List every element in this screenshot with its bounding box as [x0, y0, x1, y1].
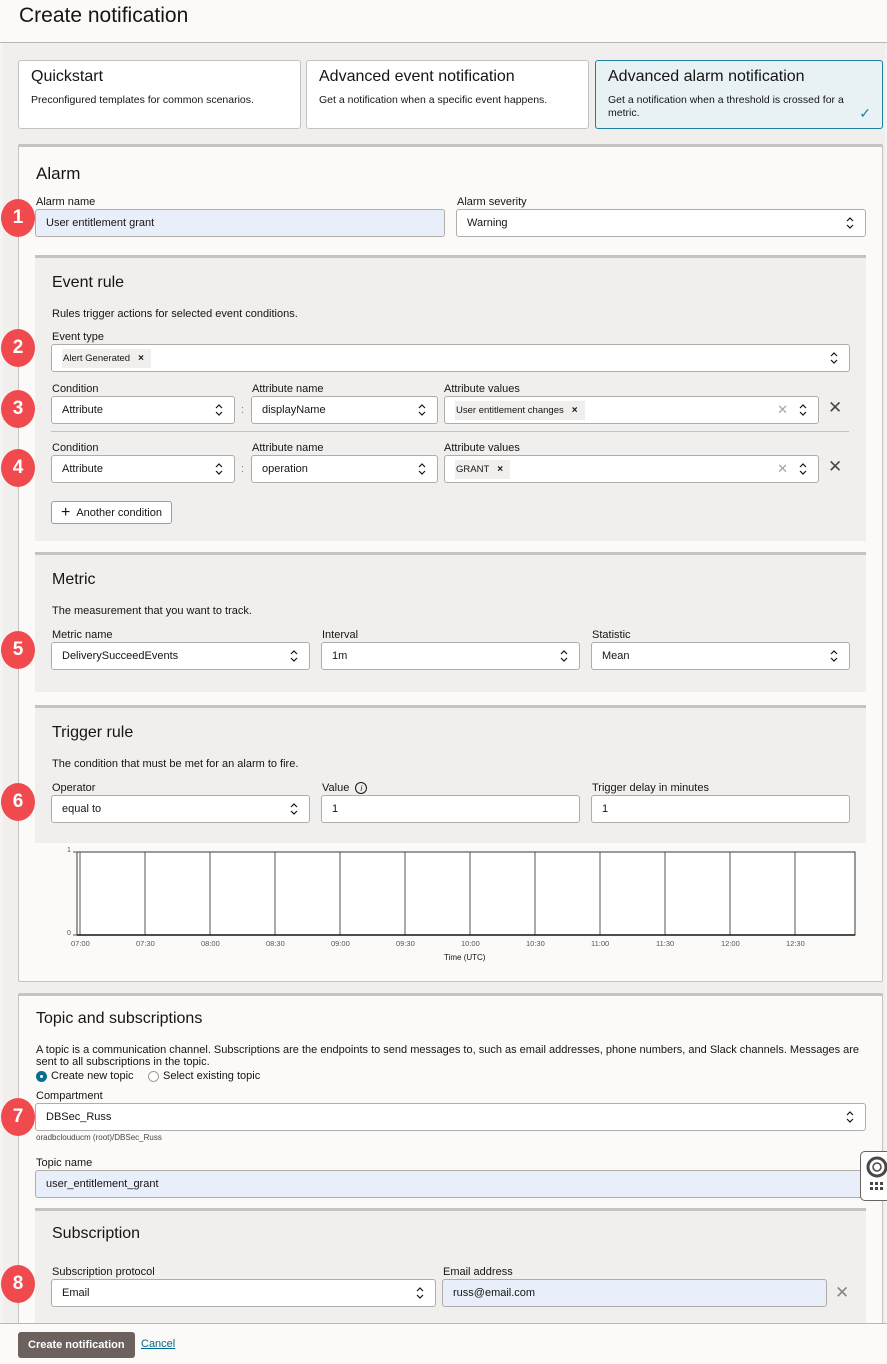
email-input[interactable]: russ@email.com: [442, 1279, 827, 1307]
clear-icon[interactable]: ✕: [777, 461, 788, 476]
chevron-updown-icon: [798, 461, 808, 477]
chevron-updown-icon: [214, 402, 224, 418]
clear-icon[interactable]: ✕: [777, 402, 788, 417]
attribute-name-label: Attribute name: [252, 383, 324, 395]
add-condition-button[interactable]: + Another condition: [51, 501, 172, 524]
attribute-value-chip: GRANT ×: [455, 460, 510, 479]
trigger-help: The condition that must be met for an alarm to fire.: [52, 758, 299, 770]
chevron-updown-icon: [559, 648, 569, 664]
compartment-path: oradbclouducm (root)/DBSec_Russ: [36, 1133, 162, 1142]
metric-name-select[interactable]: DeliverySucceedEvents: [51, 642, 310, 670]
attribute-name-select[interactable]: displayName: [251, 396, 438, 424]
colon-separator: :: [241, 463, 245, 475]
interval-select[interactable]: 1m: [321, 642, 580, 670]
condition-label: Condition: [52, 383, 99, 395]
step-badge-3: 3: [1, 390, 35, 428]
chevron-updown-icon: [289, 801, 299, 817]
email-label: Email address: [443, 1266, 513, 1278]
event-type-chip: Alert Generated ×: [62, 349, 151, 368]
operator-select[interactable]: equal to: [51, 795, 310, 823]
chevron-updown-icon: [829, 648, 839, 664]
step-badge-7: 7: [1, 1098, 35, 1136]
alarm-severity-label: Alarm severity: [457, 196, 527, 208]
alarm-section-title: Alarm: [36, 164, 81, 183]
condition-select[interactable]: Attribute: [51, 396, 235, 424]
attribute-values-label: Attribute values: [444, 383, 520, 395]
topic-name-input[interactable]: user_entitlement_grant: [35, 1170, 866, 1198]
trigger-delay-input[interactable]: 1: [591, 795, 850, 823]
trigger-delay-label: Trigger delay in minutes: [592, 782, 709, 794]
colon-separator: :: [241, 404, 245, 416]
compartment-label: Compartment: [36, 1090, 103, 1102]
chevron-updown-icon: [417, 461, 427, 477]
page-title: Create notification: [19, 4, 189, 27]
interval-label: Interval: [322, 629, 359, 641]
metric-help: The measurement that you want to track.: [52, 605, 252, 617]
chevron-updown-icon: [289, 648, 299, 664]
event-rule-title: Event rule: [52, 274, 125, 291]
subscription-title: Subscription: [52, 1225, 141, 1242]
metric-panel: [35, 552, 866, 692]
checkmark-icon: ✓: [859, 105, 871, 121]
value-label: Value i: [322, 782, 367, 794]
subscription-panel: [35, 1208, 866, 1323]
topic-section-title: Topic and subscriptions: [36, 1010, 203, 1027]
chart-svg: [59, 847, 859, 967]
radio-create-new-topic[interactable]: Create new topic: [36, 1070, 134, 1082]
page-header: [0, 0, 887, 43]
trigger-panel: [35, 705, 866, 843]
event-rule-help: Rules trigger actions for selected event conditions.: [52, 308, 298, 320]
statistic-label: Statistic: [592, 629, 631, 641]
step-badge-6: 6: [1, 783, 35, 821]
metric-title: Metric: [52, 571, 96, 588]
compartment-select[interactable]: DBSec_Russ: [35, 1103, 866, 1131]
attribute-name-select[interactable]: operation: [251, 455, 438, 483]
card-advanced-event[interactable]: [306, 60, 589, 129]
statistic-select[interactable]: Mean: [591, 642, 850, 670]
topic-help: A topic is a communication channel. Subscriptions are the endpoints to send messages to, such as email addresses, phone numbers, and Slack channels. Messages are sent to all subscriptions in the topic.: [36, 1044, 860, 1069]
trigger-title: Trigger rule: [52, 724, 134, 741]
divider: [51, 431, 849, 432]
card-desc: Preconfigured templates for common scenarios.: [31, 94, 254, 106]
remove-condition-icon[interactable]: ✕: [828, 398, 843, 417]
card-quickstart[interactable]: [18, 60, 301, 129]
x-axis-ticks: 07:00 07:30 08:00 08:30 09:00 09:30 10:00 10:30 11:00 11:30 12:00 12:30: [71, 939, 805, 948]
remove-chip-icon[interactable]: ×: [138, 352, 144, 364]
protocol-label: Subscription protocol: [52, 1266, 155, 1278]
card-advanced-alarm[interactable]: [595, 60, 883, 129]
metric-chart: [59, 847, 859, 967]
card-title: Quickstart: [31, 68, 104, 85]
y-tick-1: 1: [67, 847, 71, 854]
step-badge-1: 1: [1, 199, 35, 237]
event-type-label: Event type: [52, 331, 104, 343]
remove-subscription-icon[interactable]: ✕: [835, 1283, 850, 1302]
attribute-values-label: Attribute values: [444, 442, 520, 454]
condition-label: Condition: [52, 442, 99, 454]
attribute-value-chip: User entitlement changes ×: [455, 401, 585, 420]
radio-selected-icon: [36, 1071, 47, 1082]
operator-label: Operator: [52, 782, 96, 794]
metric-name-label: Metric name: [52, 629, 113, 641]
y-tick-0: 0: [67, 930, 71, 937]
attribute-name-label: Attribute name: [252, 442, 324, 454]
topic-name-label: Topic name: [36, 1157, 93, 1169]
card-desc: Get a notification when a threshold is crossed for a metric.: [608, 94, 844, 119]
attribute-values-select[interactable]: [444, 455, 819, 483]
attribute-values-select[interactable]: [444, 396, 819, 424]
card-desc: Get a notification when a specific event happens.: [319, 94, 548, 106]
value-input[interactable]: 1: [321, 795, 580, 823]
chevron-updown-icon: [845, 1109, 855, 1125]
chevron-updown-icon: [829, 350, 839, 366]
radio-unselected-icon: [148, 1071, 159, 1082]
protocol-select[interactable]: Email: [51, 1279, 436, 1307]
alarm-severity-select[interactable]: Warning: [456, 209, 866, 237]
step-badge-5: 5: [1, 631, 35, 669]
step-badge-4: 4: [1, 449, 35, 487]
condition-select[interactable]: Attribute: [51, 455, 235, 483]
alarm-name-label: Alarm name: [36, 196, 96, 208]
remove-chip-icon[interactable]: ×: [497, 463, 504, 475]
step-badge-2: 2: [1, 329, 35, 367]
form-body: [3, 43, 885, 1323]
alarm-panel: [18, 144, 883, 982]
cancel-link[interactable]: Cancel: [141, 1338, 176, 1350]
chevron-updown-icon: [415, 1285, 425, 1301]
chevron-updown-icon: [845, 215, 855, 231]
remove-condition-icon[interactable]: ✕: [828, 457, 843, 476]
topic-panel: [18, 993, 883, 1323]
chevron-updown-icon: [214, 461, 224, 477]
chevron-updown-icon: [798, 402, 808, 418]
step-badge-8: 8: [1, 1265, 35, 1303]
x-axis-label: Time (UTC): [444, 953, 486, 962]
info-icon[interactable]: i: [355, 782, 367, 794]
radio-select-existing-topic[interactable]: Select existing topic: [148, 1070, 260, 1082]
remove-chip-icon[interactable]: ×: [571, 404, 578, 416]
card-title: Advanced alarm notification: [608, 68, 805, 85]
card-title: Advanced event notification: [319, 68, 515, 85]
footer: [0, 1323, 887, 1364]
create-notification-button[interactable]: Create notification: [18, 1332, 135, 1358]
event-type-select[interactable]: [51, 344, 850, 372]
plus-icon: +: [61, 503, 71, 521]
event-rule-panel: [35, 255, 866, 541]
help-widget[interactable]: [860, 1151, 887, 1201]
lifebuoy-icon: [861, 1152, 887, 1200]
alarm-name-input[interactable]: User entitlement grant: [35, 209, 445, 237]
chevron-updown-icon: [417, 402, 427, 418]
